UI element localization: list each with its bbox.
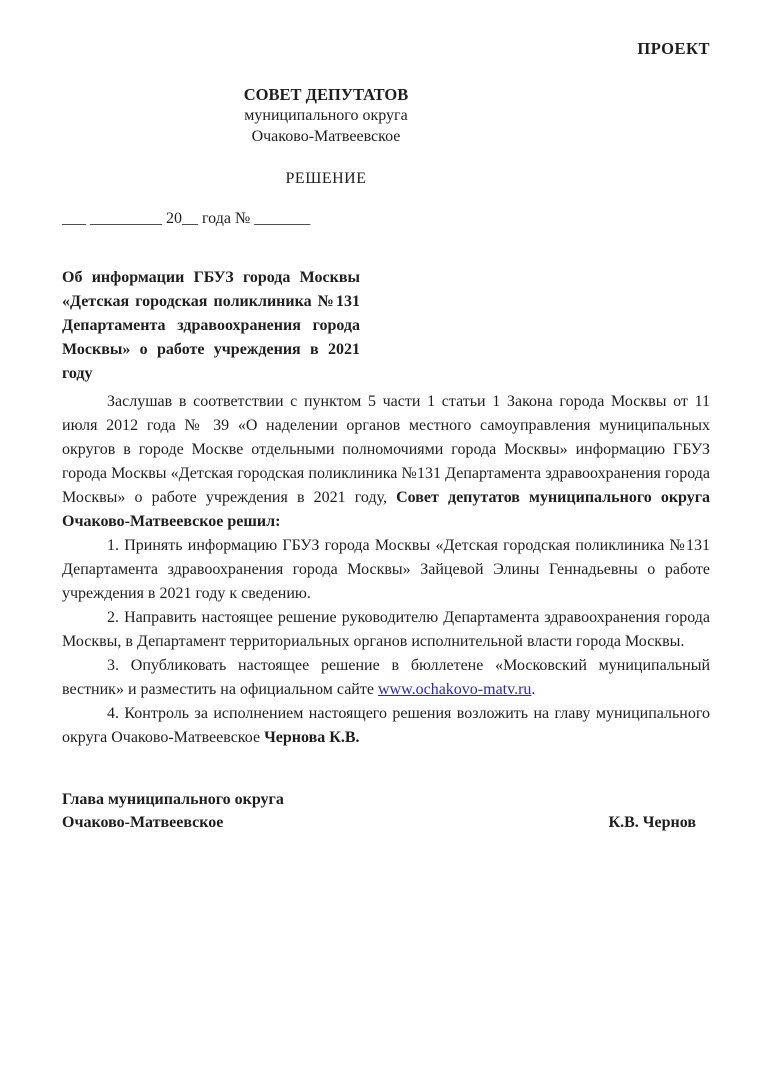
org-subtitle-line2: Очаково-Матвеевское [251,128,401,145]
draft-stamp: ПРОЕКТ [637,39,710,58]
org-title: СОВЕТ ДЕПУТАТОВ [243,85,409,104]
resolution-item-2 [62,606,710,654]
preamble-text: Заслушав в соответствии с пунктом 5 части 1 статьи 1 Закона города Москвы от 11 июля 2012 года № 39 «О наделении органов местного самоуправления муниципальных округов в городе Москве отдельными полномочиями города Москвы» информацию ГБУЗ города Москвы «Детская городская поликлиника №131 Департамента здравоохранения города Москвы» о работе учреждения в 2021 году, [62,393,710,506]
signature-block [62,788,710,834]
resolution-item-1-text: 1. Принять информацию ГБУЗ города Москвы «Детская городская поликлиника №131 Департамента здравоохранения города Москвы» Зайцевой Элины Геннадьевны о работе учреждения в 2021 году к сведению. [62,537,710,602]
resolution-item-4-official-name: Чернова К.В. [264,729,360,746]
website-link[interactable]: www.ochakovo-matv.ru [377,681,532,698]
resolution-item-4-text: 4. Контроль за исполнением настоящего решения возложить на главу муниципального округа Очаково-Матвеевское [62,705,710,746]
resolution-item-2-text: 2. Направить настоящее решение руководителю Департамента здравоохранения города Москвы, в Департамент территориальных органов исполнительной власти города Москвы. [62,609,710,650]
resolution-item-3-suffix: . [531,681,536,698]
signature-position-line2: Очаково-Матвеевское [62,814,224,831]
resolution-item-1 [62,534,710,606]
org-subtitle-line1: муниципального округа [244,107,408,124]
resolution-item-3-text: 3. Опубликовать настоящее решение в бюллетене «Московский муниципальный вестник» и разместить на официальном сайте [62,657,710,698]
subject-heading: Об информации ГБУЗ города Москвы «Детская городская поликлиника №131 Департамента здравоохранения города Москвы» о работе учреждения в 2021 году [62,269,360,382]
date-number-line: ___ _________ 20__ года № _______ [62,210,311,227]
preamble-paragraph [62,390,710,534]
signature-position-line1: Глава муниципального округа [62,791,284,808]
signature-name: К.В. Чернов [608,814,696,831]
resolution-item-3 [62,654,710,702]
document-type-heading: РЕШЕНИЕ [285,170,367,187]
preamble-resolution-clause: Совет депутатов муниципального округа Очаково-Матвеевское решил: [62,489,711,530]
org-header [62,84,590,189]
signature-position [62,788,284,834]
resolution-item-4 [62,702,710,750]
